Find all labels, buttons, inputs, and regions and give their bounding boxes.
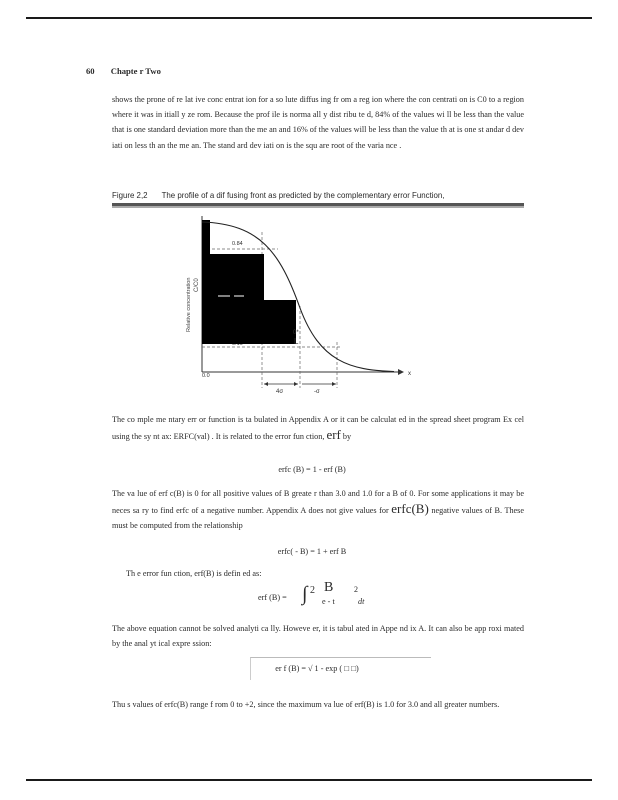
erf-integral-dt: dt bbox=[358, 597, 365, 606]
body-paragraph-2 bbox=[112, 412, 524, 444]
dimension-arrow-right-icon bbox=[294, 382, 298, 386]
y-axis-symbol: C/C0 bbox=[194, 278, 200, 292]
erf-integral-exponent: 2 bbox=[354, 585, 358, 594]
dimension-arrow-left-icon bbox=[264, 382, 268, 386]
redaction-block-right bbox=[264, 300, 296, 344]
page-number: 60 bbox=[86, 66, 95, 76]
erf-integral-body: e - t bbox=[322, 597, 335, 606]
figure-caption-text: The profile of a dif fusing front as predicted by the complementary error Function, bbox=[161, 191, 445, 200]
point-mark-label: 0* bbox=[293, 330, 299, 336]
erf-integral-lhs: erf (B) = bbox=[258, 593, 287, 602]
body-paragraph-1: shows the prone of re lat ive conc entrat ion for a so lute diffus ing fr om a reg ion where the con centrati on is C0 to a region where it was in itiall y ze rom. Because the prof ile is norma all y dist ribu te d, 84% of the values wi ll be less than the value that is one standard deviation more than the me an and 16% of the values will be less than the value th at is one st andar d dev iati on less th an the me an. The stand ard dev iati on is the squ are root of the varia nce . bbox=[112, 95, 524, 150]
x-axis-label: x bbox=[408, 371, 411, 377]
tick-label-084: 0.84 bbox=[232, 241, 243, 247]
dimension-label-sigma: -σ bbox=[314, 389, 320, 395]
equation-erfc-definition: erfc (B) = 1 - erf (B) bbox=[278, 465, 346, 474]
redaction-block-main bbox=[202, 254, 264, 344]
erf-inline-symbol: erf bbox=[326, 427, 341, 443]
point-letter-label: L bbox=[294, 337, 299, 346]
body-paragraph-4: Th e error fun ction, erf(B) is defin ed as: bbox=[126, 569, 262, 578]
paragraph-3-text-a: The va lue of erf c(B) is 0 for all positive values of B greate r than 3.0 and 1.0 for a B of 0. For some applications it may be neces sa ry to find erfc of a negative number. Appendix A does not give values for bbox=[112, 489, 524, 516]
paragraph-3-text-b: negative values of B. These must be computed from the relationship bbox=[112, 506, 524, 531]
dimension-arrow-sigma-icon bbox=[332, 382, 336, 386]
diffusion-profile-figure bbox=[180, 212, 430, 404]
bottom-rule bbox=[26, 779, 592, 781]
y-axis-label: Relative concentration bbox=[186, 277, 192, 332]
paragraph-2-text: The co mple me ntary err or function is ta bulated in Appendix A or it can be calculat ed in the spread sheet program Ex cel using the sy nt ax: ERFC(val) . It is related to the error fun ction, bbox=[112, 415, 524, 442]
figure-caption bbox=[112, 191, 542, 200]
caption-rule-shadow bbox=[112, 206, 524, 208]
top-rule bbox=[26, 17, 592, 19]
x-axis-arrow-icon bbox=[398, 369, 404, 375]
erfc-inline-symbol: erfc(B) bbox=[391, 501, 429, 517]
body-paragraph-3 bbox=[112, 486, 524, 534]
tick-label-00: 0.0 bbox=[202, 373, 210, 379]
erf-integral-upper-limit: B bbox=[324, 580, 334, 595]
dimension-label-4sigma: 4σ bbox=[276, 389, 284, 395]
running-head bbox=[86, 66, 161, 76]
chapter-title: Chapte r Two bbox=[110, 66, 161, 76]
body-paragraph-5: The above equation cannot be solved analyti ca lly. Howeve er, it is tabul ated in Appe nd ix A. It can also be app roxi mated by the anal yt ical expre ssion: bbox=[112, 624, 524, 649]
erf-integral-sign: ∫ bbox=[302, 583, 308, 605]
body-paragraph-6: Thu s values of erfc(B) range f rom 0 to +2, since the maximum va lue of erf(B) is 1.0 for 3.0 and all greater numbers. bbox=[112, 700, 500, 709]
figure-label: Figure 2,2 bbox=[112, 191, 148, 200]
equation-erf-approximation: er f (B) = √ 1 - exp ( □ □) bbox=[275, 664, 359, 673]
equation-erfc-negative: erfc( - B) = 1 + erf B bbox=[277, 547, 347, 556]
paragraph-2-tail: by bbox=[342, 432, 352, 442]
equation-erf-integral bbox=[258, 580, 418, 613]
erf-integral-coefficient: 2 bbox=[310, 585, 315, 596]
